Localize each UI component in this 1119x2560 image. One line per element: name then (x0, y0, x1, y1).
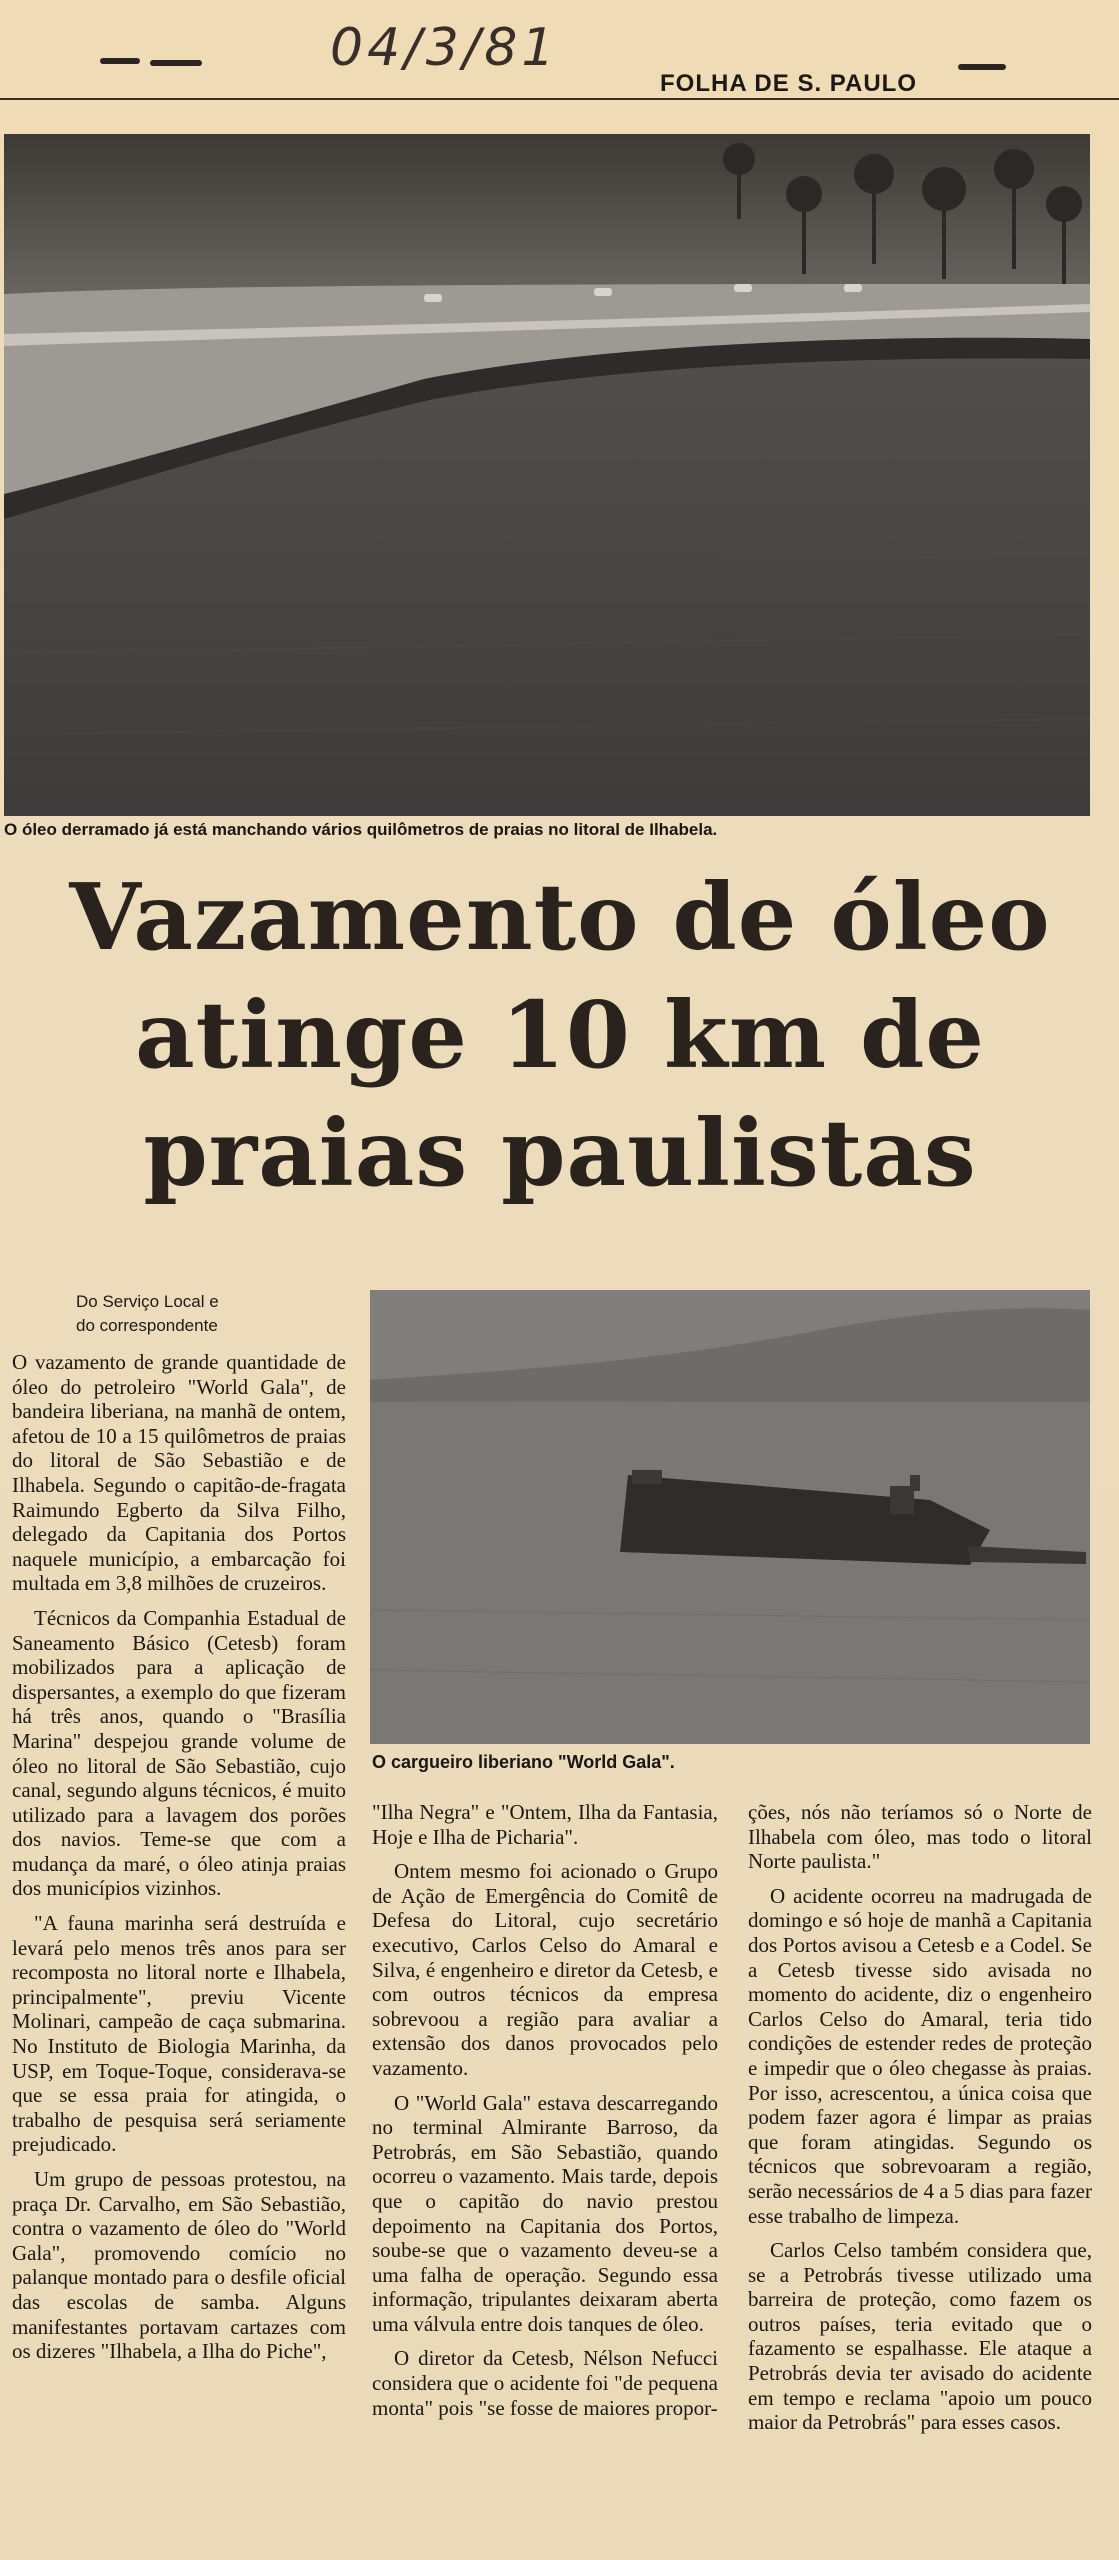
pen-mark (150, 60, 202, 66)
beach-photo (4, 134, 1090, 816)
headline-line: praias paulistas (143, 1099, 977, 1207)
paragraph: Carlos Celso também considera que, se a Petrobrás tivesse utilizado uma barreira de proteção, como fazem os outros países, teria evitado que o fazamento se espalhasse. Ele ataque a Petrobrás devia ter avisado do acidente em tempo e reclama "apoio um pouco maior da Petrobrás" para esses casos. (748, 2238, 1092, 2435)
headline (40, 858, 1080, 1212)
paragraph: O vazamento de grande quantidade de óleo do petroleiro "World Gala", de bandeira liberiana, na manhã de ontem, afetou de 10 a 15 quilômetros de praias do litoral de São Sebastião e de Ilhabela. Segundo o capitão-de-fragata Raimundo Egberto da Silva Filho, delegado da Capitania dos Portos naquele município, a embarcação foi multada em 3,8 milhões de cruzeiros. (12, 1350, 346, 1596)
article-column-3 (748, 1800, 1092, 2445)
article-column-2 (372, 1800, 718, 2430)
paragraph: "A fauna marinha será destruída e levará pelo menos três anos para ser recomposta no litoral norte e Ilhabela, principalmente", previu Vicente Molinari, campeão de caça submarina. No Instituto de Biologia Marinha, da USP, em Toque-Toque, considerava-se que se essa praia for atingida, o trabalho de pesquisa será seriamente prejudicado. (12, 1911, 346, 2157)
ship-photo-caption: O cargueiro liberiano "World Gala". (372, 1752, 675, 1772)
ship-photo-image (370, 1290, 1090, 1744)
byline (76, 1290, 219, 1338)
headline-line: Vazamento de óleo (69, 863, 1051, 971)
paragraph: O diretor da Cetesb, Nélson Nefucci considera que o acidente foi "de pequena monta" pois "se fosse de maiores propor- (372, 2346, 718, 2420)
paragraph: Técnicos da Companhia Estadual de Saneamento Básico (Cetesb) foram mobilizados para a aplicação de dispersantes, a exemplo do que fizeram há três anos, quando o "Brasília Marina" despejou grande volume de óleo no litoral de São Sebastião, cujo canal, segundo alguns técnicos, é muito utilizado para a lavagem dos porões dos navios. Teme-se que com a mudança da maré, o óleo atinja praias dos municípios vizinhos. (12, 1605, 346, 1901)
paragraph: Um grupo de pessoas protestou, na praça Dr. Carvalho, em São Sebastião, contra o vazamento de óleo do "World Gala", promovendo comício no palanque montado para o desfile oficial das escolas de samba. Alguns manifestantes portavam cartazes com os dizeres "Ilhabela, a Ilha do Piche", (12, 2167, 346, 2364)
newspaper-name: FOLHA DE S. PAULO (660, 70, 917, 97)
beach-photo-image (4, 134, 1090, 816)
headline-line: atinge 10 km de (135, 981, 985, 1089)
article-column-1 (12, 1350, 346, 2374)
byline-line: Do Serviço Local e (76, 1292, 219, 1311)
pen-mark (100, 58, 140, 64)
paragraph: Ontem mesmo foi acionado o Grupo de Ação de Emergência do Comitê de Defesa do Litoral, cujo secretário executivo, Carlos Celso do Amaral e Silva, é engenheiro e diretor da Cetesb, e com outros técnicos da empresa sobrevoou a região para avaliar a extensão dos danos provocados pelo vazamento. (372, 1859, 718, 2080)
ship-photo (370, 1290, 1090, 1744)
paragraph: "Ilha Negra" e "Ontem, Ilha da Fantasia, Hoje e Ilha de Picharia". (372, 1800, 718, 1849)
paragraph: ções, nós não teríamos só o Norte de Ilhabela com óleo, mas todo o litoral Norte paulista." (748, 1800, 1092, 1874)
pen-mark (958, 64, 1006, 70)
handwritten-date: 04/3/81 (330, 18, 559, 78)
byline-line: do correspondente (76, 1316, 218, 1335)
beach-photo-caption: O óleo derramado já está manchando vários quilômetros de praias no litoral de Ilhabela. (4, 820, 718, 839)
paragraph: O "World Gala" estava descarregando no terminal Almirante Barroso, da Petrobrás, em São Sebastião, quando ocorreu o vazamento. Mais tarde, depois que o capitão do navio prestou depoimento na Capitania dos Portos, soube-se que o vazamento deveu-se a uma falha de operação. Segundo essa informação, tripulantes deixaram aberta uma válvula entre dois tanques de óleo. (372, 2090, 718, 2336)
header-rule (0, 98, 1119, 100)
paragraph: O acidente ocorreu na madrugada de domingo e só hoje de manhã a Capitania dos Portos avisou a Cetesb e a Codel. Se a Cetesb tivesse sido avisada no momento do acidente, diz o engenheiro Carlos Celso do Amaral, teria tido condições de estender redes de proteção e impedir que o óleo chegasse às praias. Por isso, acrescentou, a única coisa que podem fazer agora é limpar as praias que foram atingidas. Segundo os técnicos que sobrevoaram a região, serão necessários de 4 a 5 dias para fazer esse trabalho de limpeza. (748, 1883, 1092, 2228)
